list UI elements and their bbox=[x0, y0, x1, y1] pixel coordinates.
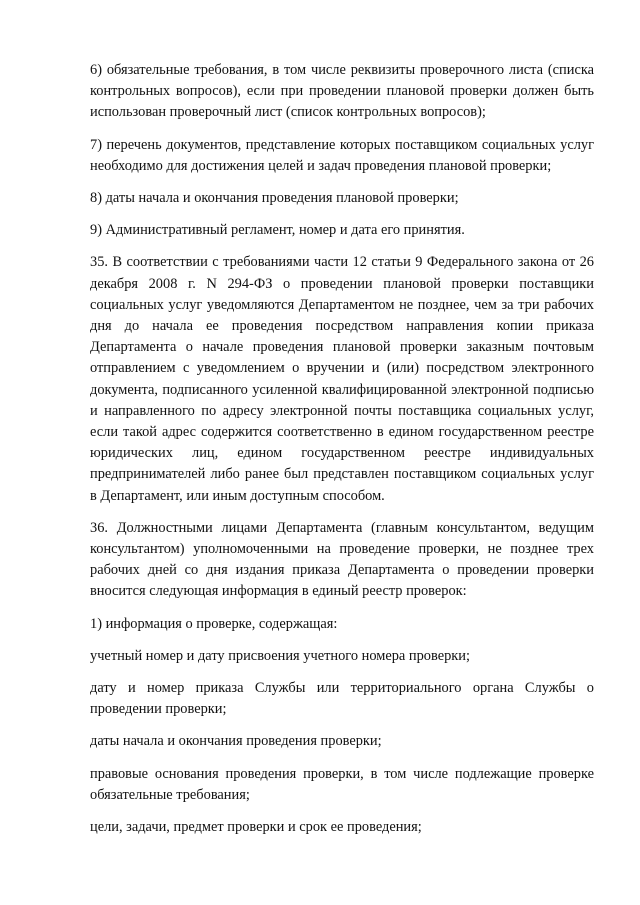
paragraph-registration-number: учетный номер и дату присвоения учетного номера проверки; bbox=[90, 647, 470, 664]
paragraph-item-9: 9) Административный регламент, номер и дата его принятия. bbox=[90, 222, 465, 239]
paragraph-item-8: 8) даты начала и окончания проведения плановой проверки; bbox=[90, 190, 459, 207]
paragraph-legal-grounds: правовые основания проведения проверки, в том числе подлежащие проверке обязательные требования; bbox=[90, 765, 594, 803]
paragraph-clause-35: 35. В соответствии с требованиями части 12 статьи 9 Федерального закона от 26 декабря 2008 г. N 294-ФЗ о проведении плановой проверки поставщики социальных услуг уведомляются Департаментом не позднее, чем за три рабочих дня до начала ее проведения посредством направления копии приказа Департамента о начале проведения плановой проверки заказным почтовым отправлением с уведомлением о вручении и (или) посредством электронного документа, подписанного усиленной квалифицированной электронной подписью и направленного по адресу электронной почты поставщика социальных услуг, если такой адрес содержится соответственно в едином государственном реестре юридических лиц, едином государственном реестре индивидуальных предпринимателей либо ранее был представлен поставщиком социальных услуг в Департамент, или иным доступным способом. bbox=[90, 254, 594, 504]
document-page bbox=[90, 60, 594, 849]
paragraph-clause-36: 36. Должностными лицами Департамента (главным консультантом, ведущим консультантом) уполномоченными на проведение проверки, не позднее трех рабочих дней со дня издания приказа Департамента о проведении проверки вносится следующая информация в единый реестр проверок: bbox=[90, 519, 594, 600]
paragraph-item-6: 6) обязательные требования, в том числе реквизиты проверочного листа (списка контрольных вопросов), если при проведении плановой проверки должен быть использован проверочный лист (список контрольных вопросов); bbox=[90, 62, 594, 121]
paragraph-order-date-number: дату и номер приказа Службы или территориального органа Службы о проведении проверки; bbox=[90, 680, 594, 718]
paragraph-item-7: 7) перечень документов, представление которых поставщиком социальных услуг необходимо для достижения целей и задач проведения плановой проверки; bbox=[90, 136, 594, 174]
paragraph-subitem-1: 1) информация о проверке, содержащая: bbox=[90, 615, 338, 632]
paragraph-inspection-dates: даты начала и окончания проведения проверки; bbox=[90, 733, 382, 750]
paragraph-goals-subject: цели, задачи, предмет проверки и срок ее проведения; bbox=[90, 819, 422, 836]
